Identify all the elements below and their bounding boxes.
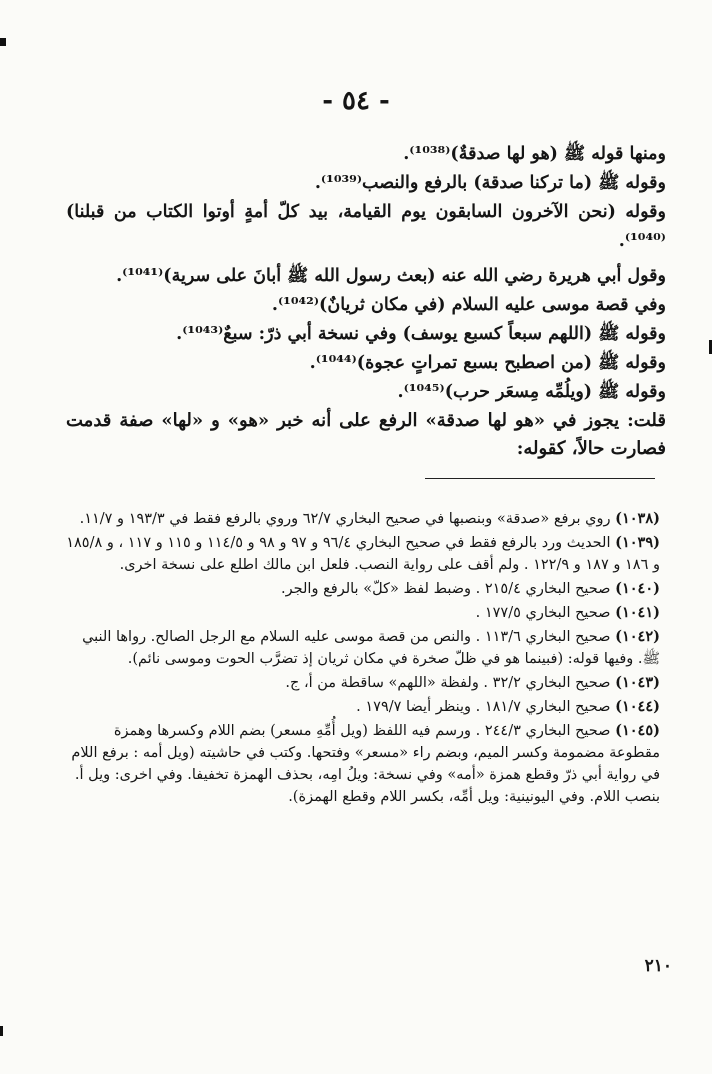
text-line: وقوله ﷺ (اللهم سبعاً كسبع يوسف) وفي نسخة أبي ذرّ: سبعٌ⁽¹⁰⁴³⁾.	[176, 324, 666, 344]
scan-mark	[0, 38, 6, 46]
footnote-text: صحيح البخاري ١٨١/٧ . وينظر أيضا ١٧٩/٧ .	[356, 699, 611, 715]
text-line: قلت: يجوز في «هو لها صدقة» الرفع على أنه خبر «هو» و «لها» صفة قدمت فصارت حالاً، كقوله:	[66, 410, 667, 459]
footnote-number: (١٠٤٢)	[615, 628, 660, 645]
footnotes	[66, 508, 660, 810]
main-text	[66, 140, 666, 463]
footnote	[66, 578, 660, 600]
footnote	[66, 672, 660, 694]
page-heading: - ٥٤ -	[322, 86, 390, 116]
text-line: وقوله ﷺ (ويلُمِّه مِسعَر حرب)⁽¹⁰⁴⁵⁾.	[397, 382, 666, 402]
text-line: وفي قصة موسى عليه السلام (في مكان ثريانٌ)⁽¹⁰⁴²⁾.	[271, 295, 666, 315]
footnote-text: صحيح البخاري ١١٣/٦ . والنص من قصة موسى عليه السلام مع الرجل الصالح. رواها النبي ﷺ. وفيها قوله: (فبينما هو في ظلّ صخرة في مكان ثريان إذ تضرَّب الحوت وموسى نائم).	[82, 629, 660, 667]
footnote	[66, 508, 660, 530]
page-number: ٢١٠	[644, 956, 672, 976]
footnote-number: (١٠٣٨)	[615, 510, 660, 527]
footnote-number: (١٠٣٩)	[615, 534, 660, 551]
footnote	[66, 532, 660, 576]
footnote	[66, 720, 660, 808]
text-line: وقول أبي هريرة رضي الله عنه (بعث رسول الله ﷺ أبانَ على سرية)⁽¹⁰⁴¹⁾.	[116, 266, 666, 286]
footnote-text: صحيح البخاري ٣٢/٢ . ولفظة «اللهم» ساقطة من أ، ج.	[285, 675, 611, 691]
footnote-text: روي برفع «صدقة» وبنصبها في صحيح البخاري ٦٢/٧ وروي بالرفع فقط في ١٩٣/٣ و ١١/٧.	[79, 511, 611, 527]
scan-mark	[0, 1026, 3, 1036]
footnote	[66, 626, 660, 670]
footnote-text: صحيح البخاري ١٧٧/٥ .	[475, 605, 611, 621]
footnote-number: (١٠٤٥)	[615, 722, 660, 739]
footnote-number: (١٠٤٠)	[615, 580, 660, 597]
footnote-text: صحيح البخاري ٢١٥/٤ . وضبط لفظ «كلّ» بالرفع والجر.	[281, 581, 611, 597]
text-line: ومنها قوله ﷺ (هو لها صدقةٌ)⁽¹⁰³⁸⁾.	[403, 144, 666, 164]
text-line: وقوله ﷺ (ما تركنا صدقة) بالرفع والنصب⁽¹⁰³⁹⁾.	[314, 173, 666, 193]
text-line: وقوله (نحن الآخرون السابقون يوم القيامة، بيد كلّ أمةٍ أوتوا الكتاب من قبلنا)⁽¹⁰⁴⁰⁾.	[66, 202, 666, 251]
footnote-separator	[425, 478, 655, 479]
footnote	[66, 696, 660, 718]
text-line: وقوله ﷺ (من اصطبح بسبع تمراتٍ عجوة)⁽¹⁰⁴⁴⁾.	[309, 353, 666, 373]
footnote-number: (١٠٤١)	[615, 604, 660, 621]
footnote	[66, 602, 660, 624]
footnote-text: الحديث ورد بالرفع فقط في صحيح البخاري ٩٦/٤ و ٩٧ و ٩٨ و ١١٤/٥ و ١١٥ و ١١٧ ، و ١٨٥/٨ و ١٨٦ و ١٨٧ و ١٢٢/٩ . ولم أقف على رواية النصب. فلعل ابن مالك اطلع على نسخة اخرى.	[66, 535, 660, 573]
footnote-text: صحيح البخاري ٢٤٤/٣ . ورسم فيه اللفظ (ويل أُمِّهِ مسعر) بضم اللام وكسرها وهمزة مقطوعة مضمومة وكسر الميم، وبضم راء «مسعر» وفتحها. وكتب في حاشيته (ويل أمه : برفع اللام في رواية أبي ذرّ وقطع همزة «أمه» وفي نسخة: ويلُ امِه، بحذف الهمزة تخفيفا. وفي اخرى: ويل أ. بنصب اللام. وفي اليونينية: ويل أمِّه، بكسر اللام وقطع الهمزة).	[71, 723, 660, 805]
footnote-number: (١٠٤٣)	[615, 674, 660, 691]
footnote-number: (١٠٤٤)	[615, 698, 660, 715]
